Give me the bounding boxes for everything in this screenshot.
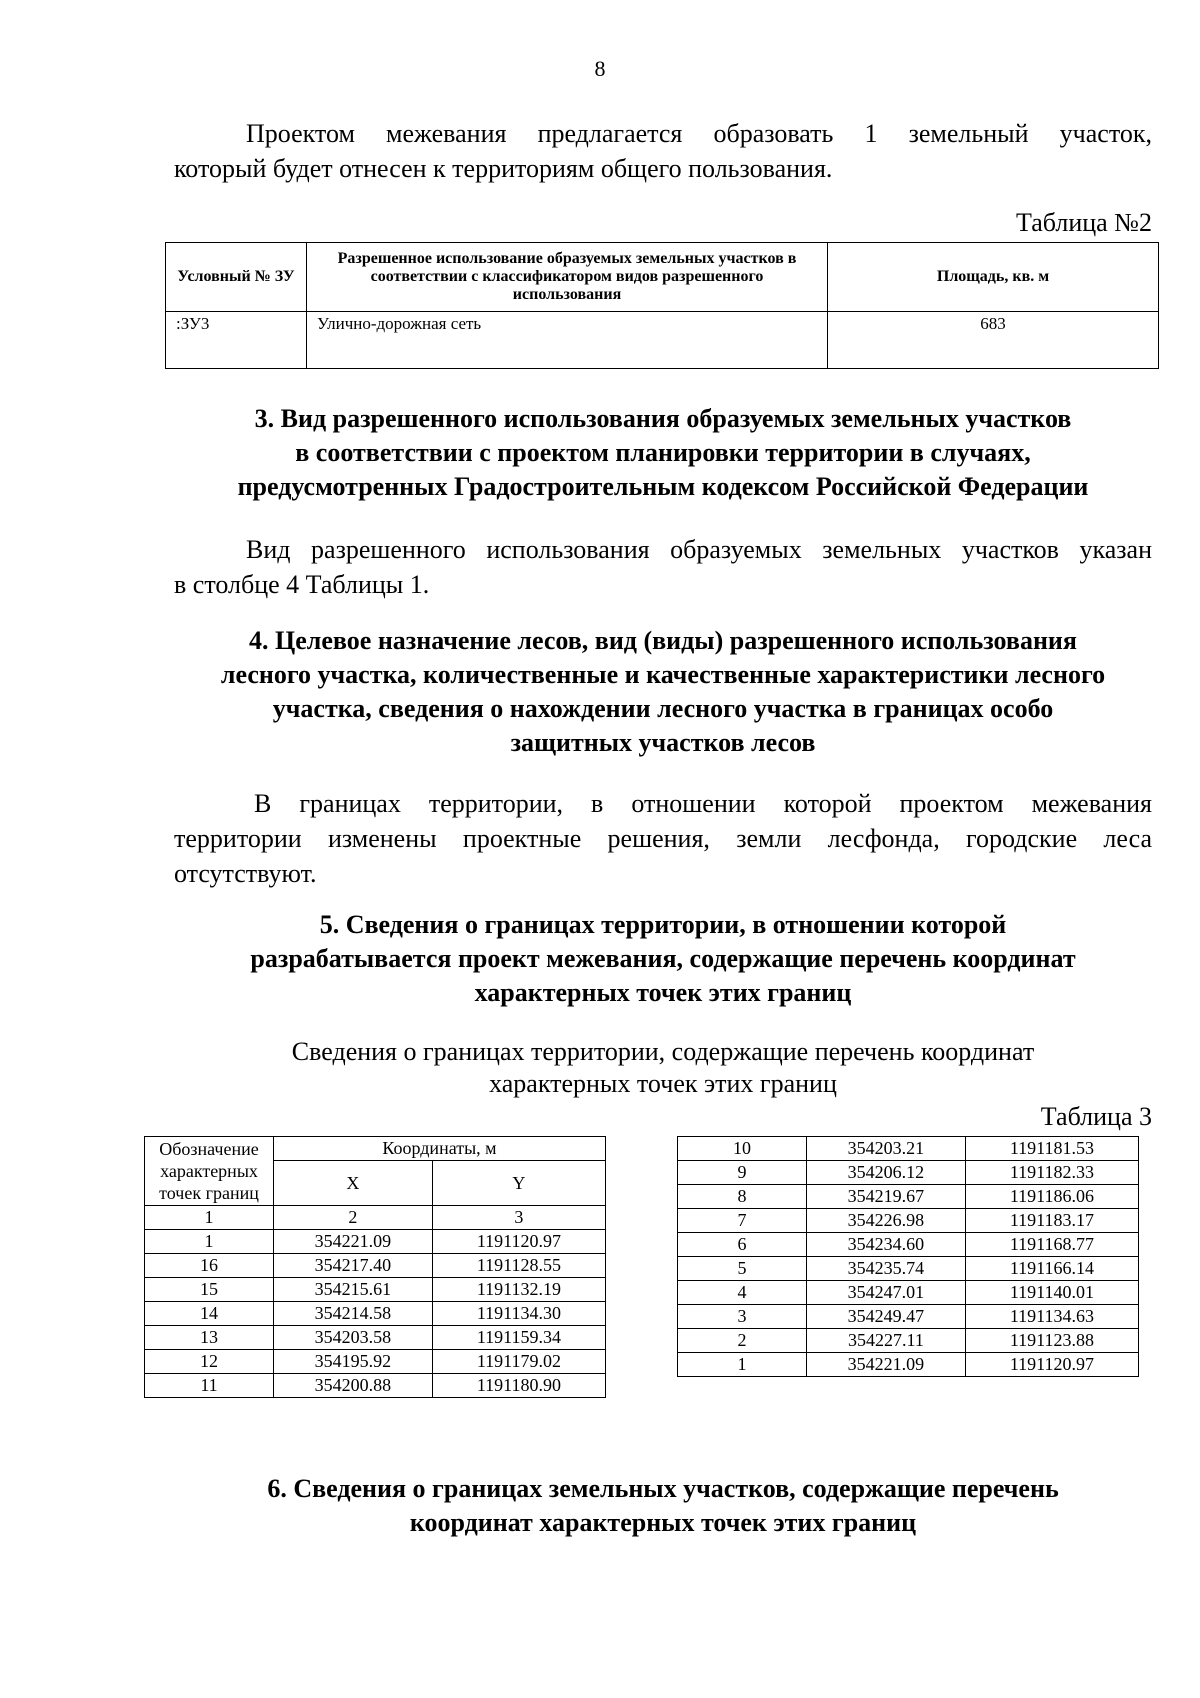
section3-text-line-2: в столбце 4 Таблицы 1. — [174, 570, 430, 599]
heading-line: характерных точек этих границ — [474, 978, 852, 1007]
point-id-cell: 4 — [678, 1281, 807, 1305]
table-row — [678, 1233, 1139, 1257]
table-row — [678, 1329, 1139, 1353]
table2-header-cell: Разрешенное использование образуемых земельных участков в соответствии с классификатором видов разрешенного использования — [307, 243, 828, 312]
heading-line: лесного участка, количественные и качественные характеристики лесного — [220, 660, 1106, 689]
table2-header-cell: Площадь, кв. м — [828, 243, 1159, 312]
section4-text-line-3: отсутствуют. — [174, 859, 317, 888]
heading-line: 3. Вид разрешенного использования образуемых земельных участков — [254, 404, 1072, 433]
x-coord-cell: 354215.61 — [274, 1278, 433, 1302]
section4-heading — [174, 624, 1152, 760]
table3-cell: 2 — [274, 1206, 433, 1230]
table-row — [145, 1230, 606, 1254]
section6-heading — [174, 1472, 1152, 1540]
point-id-cell: 13 — [145, 1326, 274, 1350]
y-coord-cell: 1191159.34 — [432, 1326, 605, 1350]
y-coord-cell: 1191134.63 — [965, 1305, 1138, 1329]
y-coord-cell: 1191183.17 — [965, 1209, 1138, 1233]
x-coord-cell: 354234.60 — [807, 1233, 966, 1257]
table-row — [678, 1257, 1139, 1281]
table-row — [678, 1161, 1139, 1185]
point-id-cell: 7 — [678, 1209, 807, 1233]
table3-header-y: Y — [432, 1161, 605, 1206]
x-coord-cell: 354221.09 — [807, 1353, 966, 1377]
y-coord-cell: 1191140.01 — [965, 1281, 1138, 1305]
y-coord-cell: 1191181.53 — [965, 1137, 1138, 1161]
y-coord-cell: 1191132.19 — [432, 1278, 605, 1302]
point-id-cell: 2 — [678, 1329, 807, 1353]
y-coord-cell: 1191186.06 — [965, 1185, 1138, 1209]
point-id-cell: 1 — [678, 1353, 807, 1377]
table2-cell: :ЗУ3 — [166, 312, 307, 369]
point-id-cell: 8 — [678, 1185, 807, 1209]
y-coord-cell: 1191182.33 — [965, 1161, 1138, 1185]
page-number: 8 — [594, 56, 606, 81]
table3-caption: Таблица 3 — [1040, 1102, 1152, 1131]
point-id-cell: 15 — [145, 1278, 274, 1302]
point-id-cell: 12 — [145, 1350, 274, 1374]
table-row — [145, 1254, 606, 1278]
x-coord-cell: 354219.67 — [807, 1185, 966, 1209]
point-id-cell: 6 — [678, 1233, 807, 1257]
table-row — [145, 1278, 606, 1302]
table3-cell: 3 — [432, 1206, 605, 1230]
table-row — [678, 1281, 1139, 1305]
table-row — [678, 1137, 1139, 1161]
x-coord-cell: 354227.11 — [807, 1329, 966, 1353]
table2-cell: Улично-дорожная сеть — [307, 312, 828, 369]
table3-header-coords: Координаты, м — [274, 1137, 606, 1161]
table2-header-cell: Условный № ЗУ — [166, 243, 307, 312]
x-coord-cell: 354214.58 — [274, 1302, 433, 1326]
heading-line: защитных участков лесов — [510, 728, 816, 757]
section4-paragraph — [174, 786, 1152, 891]
x-coord-cell: 354206.12 — [807, 1161, 966, 1185]
section5-subtitle — [174, 1036, 1152, 1100]
intro-line-2: который будет отнесен к территориям общего пользования. — [174, 154, 833, 183]
y-coord-cell: 1191120.97 — [965, 1353, 1138, 1377]
point-id-cell: 1 — [145, 1230, 274, 1254]
heading-line: разрабатывается проект межевания, содержащие перечень координат — [250, 944, 1076, 973]
heading-line: 4. Целевое назначение лесов, вид (виды) разрешенного использования — [249, 626, 1077, 655]
y-coord-cell: 1191123.88 — [965, 1329, 1138, 1353]
table3-header-row — [145, 1137, 606, 1161]
table3-colnum-row — [145, 1206, 606, 1230]
point-id-cell: 14 — [145, 1302, 274, 1326]
section3-heading — [174, 402, 1152, 504]
heading-line: 6. Сведения о границах земельных участков, содержащие перечень — [267, 1474, 1059, 1503]
point-id-cell: 9 — [678, 1161, 807, 1185]
section5-heading — [174, 908, 1152, 1010]
table-row — [145, 1350, 606, 1374]
section4-text-line-2: территории изменены проектные решения, земли лесфонда, городские леса — [174, 824, 1152, 853]
x-coord-cell: 354249.47 — [807, 1305, 966, 1329]
table-row — [145, 1302, 606, 1326]
table3-cell: 1 — [145, 1206, 274, 1230]
y-coord-cell: 1191179.02 — [432, 1350, 605, 1374]
table-row — [145, 1374, 606, 1398]
subtitle-line: Сведения о границах территории, содержащие перечень координат — [291, 1037, 1035, 1066]
x-coord-cell: 354203.58 — [274, 1326, 433, 1350]
heading-line: 5. Сведения о границах территории, в отношении которой — [319, 910, 1007, 939]
y-coord-cell: 1191168.77 — [965, 1233, 1138, 1257]
y-coord-cell: 1191128.55 — [432, 1254, 605, 1278]
x-coord-cell: 354195.92 — [274, 1350, 433, 1374]
x-coord-cell: 354200.88 — [274, 1374, 433, 1398]
table3-header-x: X — [274, 1161, 433, 1206]
x-coord-cell: 354247.01 — [807, 1281, 966, 1305]
subtitle-line: характерных точек этих границ — [489, 1069, 837, 1098]
table-row — [678, 1305, 1139, 1329]
x-coord-cell: 354235.74 — [807, 1257, 966, 1281]
x-coord-cell: 354217.40 — [274, 1254, 433, 1278]
table-row — [145, 1326, 606, 1350]
table-row — [678, 1185, 1139, 1209]
intro-line-1: Проектом межевания предлагается образовать 1 земельный участок, — [246, 119, 1152, 148]
table2-caption: Таблица №2 — [1015, 208, 1152, 237]
point-id-cell: 11 — [145, 1374, 274, 1398]
table-row — [678, 1353, 1139, 1377]
point-id-cell: 16 — [145, 1254, 274, 1278]
table-row — [166, 312, 1159, 369]
heading-line: участка, сведения о нахождении лесного участка в границах особо — [272, 694, 1054, 723]
section3-paragraph — [174, 532, 1152, 602]
table3-left — [144, 1136, 606, 1398]
x-coord-cell: 354221.09 — [274, 1230, 433, 1254]
y-coord-cell: 1191166.14 — [965, 1257, 1138, 1281]
point-id-cell: 3 — [678, 1305, 807, 1329]
y-coord-cell: 1191134.30 — [432, 1302, 605, 1326]
section4-text-line-1: В границах территории, в отношении которой проектом межевания — [254, 789, 1152, 818]
table2-header-row — [166, 243, 1159, 312]
table-row — [678, 1209, 1139, 1233]
x-coord-cell: 354226.98 — [807, 1209, 966, 1233]
table2-cell: 683 — [828, 312, 1159, 369]
table3-header-point: Обозначение характерных точек границ — [145, 1137, 274, 1206]
x-coord-cell: 354203.21 — [807, 1137, 966, 1161]
table3-right — [677, 1136, 1139, 1377]
point-id-cell: 10 — [678, 1137, 807, 1161]
point-id-cell: 5 — [678, 1257, 807, 1281]
section3-text-line-1: Вид разрешенного использования образуемых земельных участков указан — [246, 535, 1152, 564]
intro-paragraph — [174, 116, 1152, 186]
y-coord-cell: 1191120.97 — [432, 1230, 605, 1254]
heading-line: координат характерных точек этих границ — [409, 1508, 917, 1537]
table2 — [165, 242, 1159, 369]
heading-line: предусмотренных Градостроительным кодексом Российской Федерации — [237, 472, 1089, 501]
y-coord-cell: 1191180.90 — [432, 1374, 605, 1398]
heading-line: в соответствии с проектом планировки территории в случаях, — [295, 438, 1031, 467]
